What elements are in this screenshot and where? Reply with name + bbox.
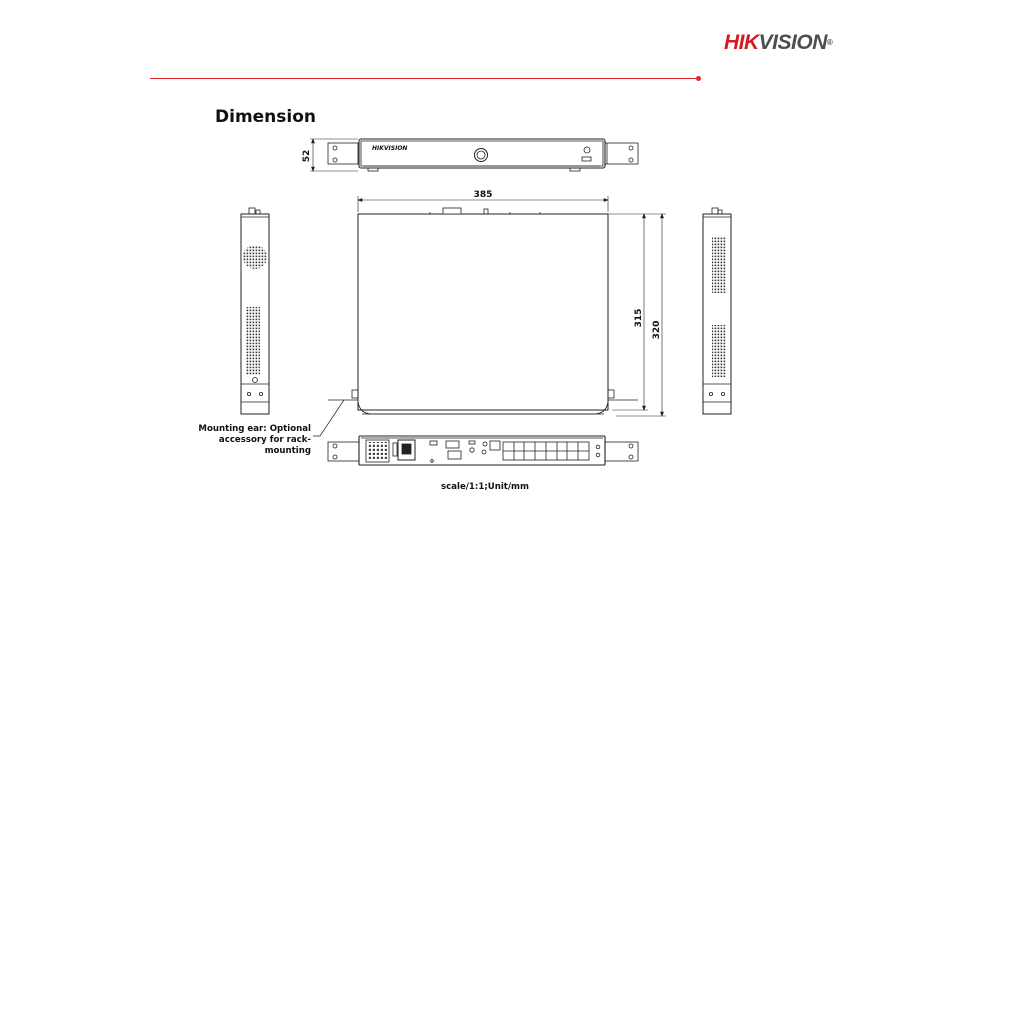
top-view bbox=[328, 208, 638, 414]
scale-note: scale/1:1;Unit/mm bbox=[441, 482, 529, 492]
left-fan-vent bbox=[243, 245, 267, 269]
mounting-ear-callout: Mounting ear: Optional accessory for rack-mounting bbox=[198, 424, 311, 456]
hikvision-logo: HIKVISION® bbox=[724, 31, 833, 54]
front-height-label: 52 bbox=[302, 149, 312, 163]
depth-inner-label: 315 bbox=[634, 308, 644, 328]
left-side-vent bbox=[246, 307, 260, 375]
right-side-vent-lower bbox=[712, 325, 726, 377]
front-panel-logo: HIKVISION bbox=[372, 145, 408, 152]
right-side-vent-upper bbox=[712, 237, 726, 293]
depth-outer-label: 320 bbox=[652, 320, 662, 340]
front-view bbox=[328, 139, 638, 171]
width-label: 385 bbox=[473, 190, 493, 200]
section-title: Dimension bbox=[215, 107, 317, 127]
rear-fan-vent bbox=[368, 442, 387, 460]
mounting-ear-leader bbox=[313, 400, 344, 436]
